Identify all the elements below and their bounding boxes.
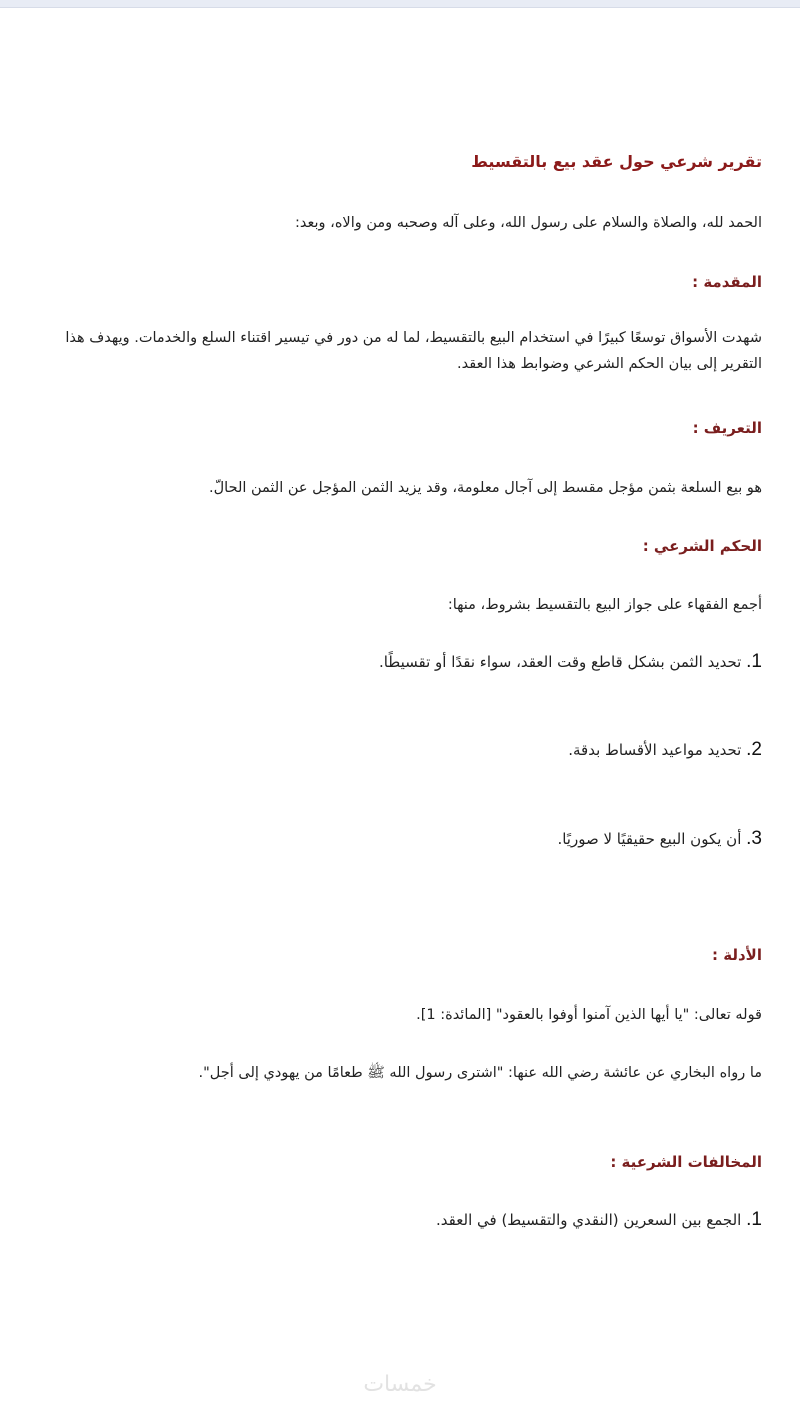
list-number: 1.	[746, 651, 762, 672]
evidence-heading: الأدلة :	[712, 946, 762, 964]
evidence-item-1: قوله تعالى: "يا أيها الذين آمنوا أوفوا بالعقود" [المائدة: 1].	[416, 1007, 762, 1023]
list-item-text: تحديد الثمن بشكل قاطع وقت العقد، سواء نقدًا أو تقسيطًا.	[378, 653, 742, 671]
condition-item-3	[42, 829, 762, 849]
list-item-text: أن يكون البيع حقيقيًا لا صوريًا.	[557, 830, 742, 848]
condition-item-2	[42, 740, 762, 760]
evidence-item-2: ما رواه البخاري عن عائشة رضي الله عنها: "اشترى رسول الله ﷺ طعامًا من يهودي إلى أجل".	[198, 1065, 762, 1081]
watermark-logo: خمسات	[363, 1372, 437, 1397]
definition-paragraph: هو بيع السلعة بثمن مؤجل مقسط إلى آجال معلومة، وقد يزيد الثمن المؤجل عن الثمن الحالّ.	[209, 480, 762, 496]
list-item-text: تحديد مواعيد الأقساط بدقة.	[568, 741, 742, 759]
ruling-paragraph: أجمع الفقهاء على جواز البيع بالتقسيط بشروط، منها:	[447, 597, 762, 613]
list-number: 2.	[746, 739, 762, 760]
list-item-text: الجمع بين السعرين (النقدي والتقسيط) في العقد.	[436, 1211, 742, 1229]
page-title: تقرير شرعي حول عقد بيع بالتقسيط	[471, 152, 762, 171]
list-number: 3.	[746, 828, 762, 849]
violations-heading: المخالفات الشرعية :	[610, 1153, 762, 1171]
list-number: 1.	[746, 1209, 762, 1230]
violation-item-1	[42, 1210, 762, 1230]
definition-heading: التعريف :	[692, 419, 762, 437]
intro-paragraph: شهدت الأسواق توسعًا كبيرًا في استخدام البيع بالتقسيط، لما له من دور في تيسير اقتناء السلع والخدمات. ويهدف هذا التقرير إلى بيان الحكم الشرعي وضوابط هذا العقد.	[65, 330, 762, 372]
condition-item-1	[42, 652, 762, 672]
intro-heading: المقدمة :	[692, 273, 762, 291]
opening-paragraph: الحمد لله، والصلاة والسلام على رسول الله، وعلى آله وصحبه ومن والاه، وبعد:	[295, 215, 762, 231]
ruling-heading: الحكم الشرعي :	[642, 537, 762, 555]
